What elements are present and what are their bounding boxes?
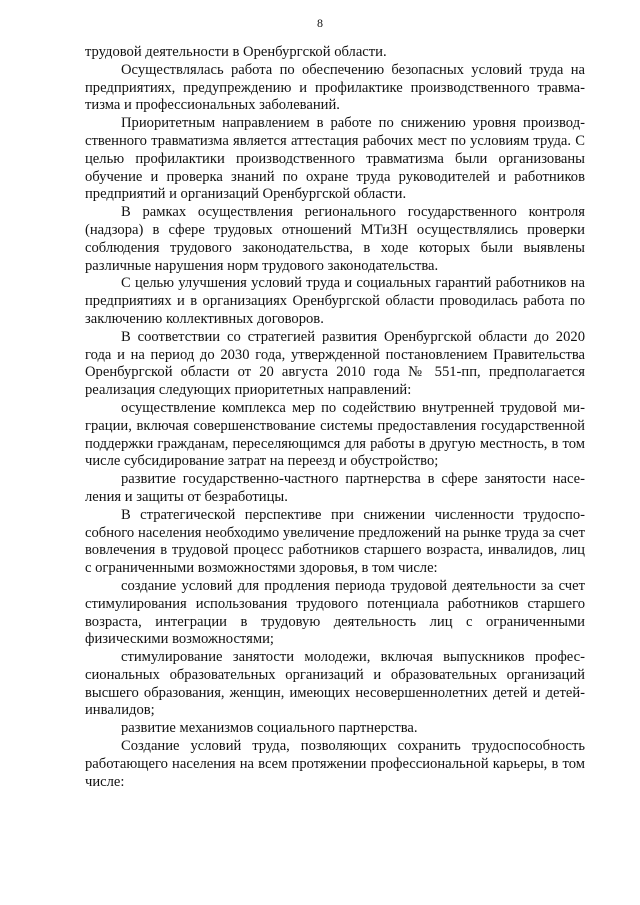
paragraph-perspective: В стратегической перспективе при снижении численности трудоспо-собного населения необходимо увеличение предложений на рынке труда за счет вовлечения в трудовой процесс работников старшего возраста, инвалидов, лиц с ограниченными возможностями здоровья, в том числе: — [85, 506, 585, 577]
paragraph-migration: осуществление комплекса мер по содействию внутренней трудовой миграции, включая совершенствование системы предоставления государственной поддержки гражданам, переселяющимся для работы в другую местность, в том числе субсидирование затрат на переезд и обустройство; — [85, 399, 585, 470]
paragraph-priority: Приоритетным направлением в работе по снижению уровня производственного травматизма является аттестация рабочих мест по условиям труда. С целью профилактики производственного травматизма были организованы обучение и проверка знаний по охране труда руководителей и работников предприятий и организаций Оренбургской области. — [85, 115, 585, 203]
paragraph-collective-agreements: С целью улучшения условий труда и социальных гарантий работников на предприятиях и в организациях Оренбургской области проводилась работа по заключению коллективных договоров. — [85, 275, 585, 327]
paragraph-work-period: создание условий для продления периода трудовой деятельности за счет стимулирования использования трудового потенциала работников старшего возраста, интеграции в трудовую деятельность лиц с ограниченными физическими возможностями; — [85, 577, 585, 648]
paragraph-partnership: развитие государственно-частного партнерства в сфере занятости населения и защиты от безработицы. — [85, 471, 585, 505]
page-number: 8 — [317, 16, 323, 30]
paragraph-social-partnership: развитие механизмов социального партнерства. — [121, 720, 418, 737]
paragraph-youth: стимулирование занятости молодежи, включая выпускников профессиональных образовательных организаций и образовательных организаций высшего образования, женщин, имеющих несовершеннолетних детей и детей-инвалидов; — [85, 649, 585, 719]
paragraph-continuation: трудовой деятельности в Оренбургской области. — [85, 44, 387, 60]
paragraph-working-conditions: Создание условий труда, позволяющих сохранить трудоспособность работающего населения на всем протяжении профессиональной карьеры, в том числе: — [85, 738, 585, 790]
paragraph-control: В рамках осуществления регионального государственного контроля (надзора) в сфере трудовых отношений МТиЗН осуществлялись проверки соблюдения трудового законодательства, в ходе которых были выявлены различные нарушения норм трудового законодательства. — [85, 204, 585, 274]
paragraph-safety: Осуществлялась работа по обеспечению безопасных условий труда на предприятиях, предупреждению и профилактике производственного травматизма и профессиональных заболеваний. — [85, 61, 585, 114]
document-body — [85, 44, 585, 791]
paragraph-strategy: В соответствии со стратегией развития Оренбургской области до 2020 года и на период до 2030 года, утвержденной постановлением Правительства Оренбургской области от 20 августа 2010 года № 551-пп, предполагается реализация следующих приоритетных направлений: — [85, 328, 585, 399]
